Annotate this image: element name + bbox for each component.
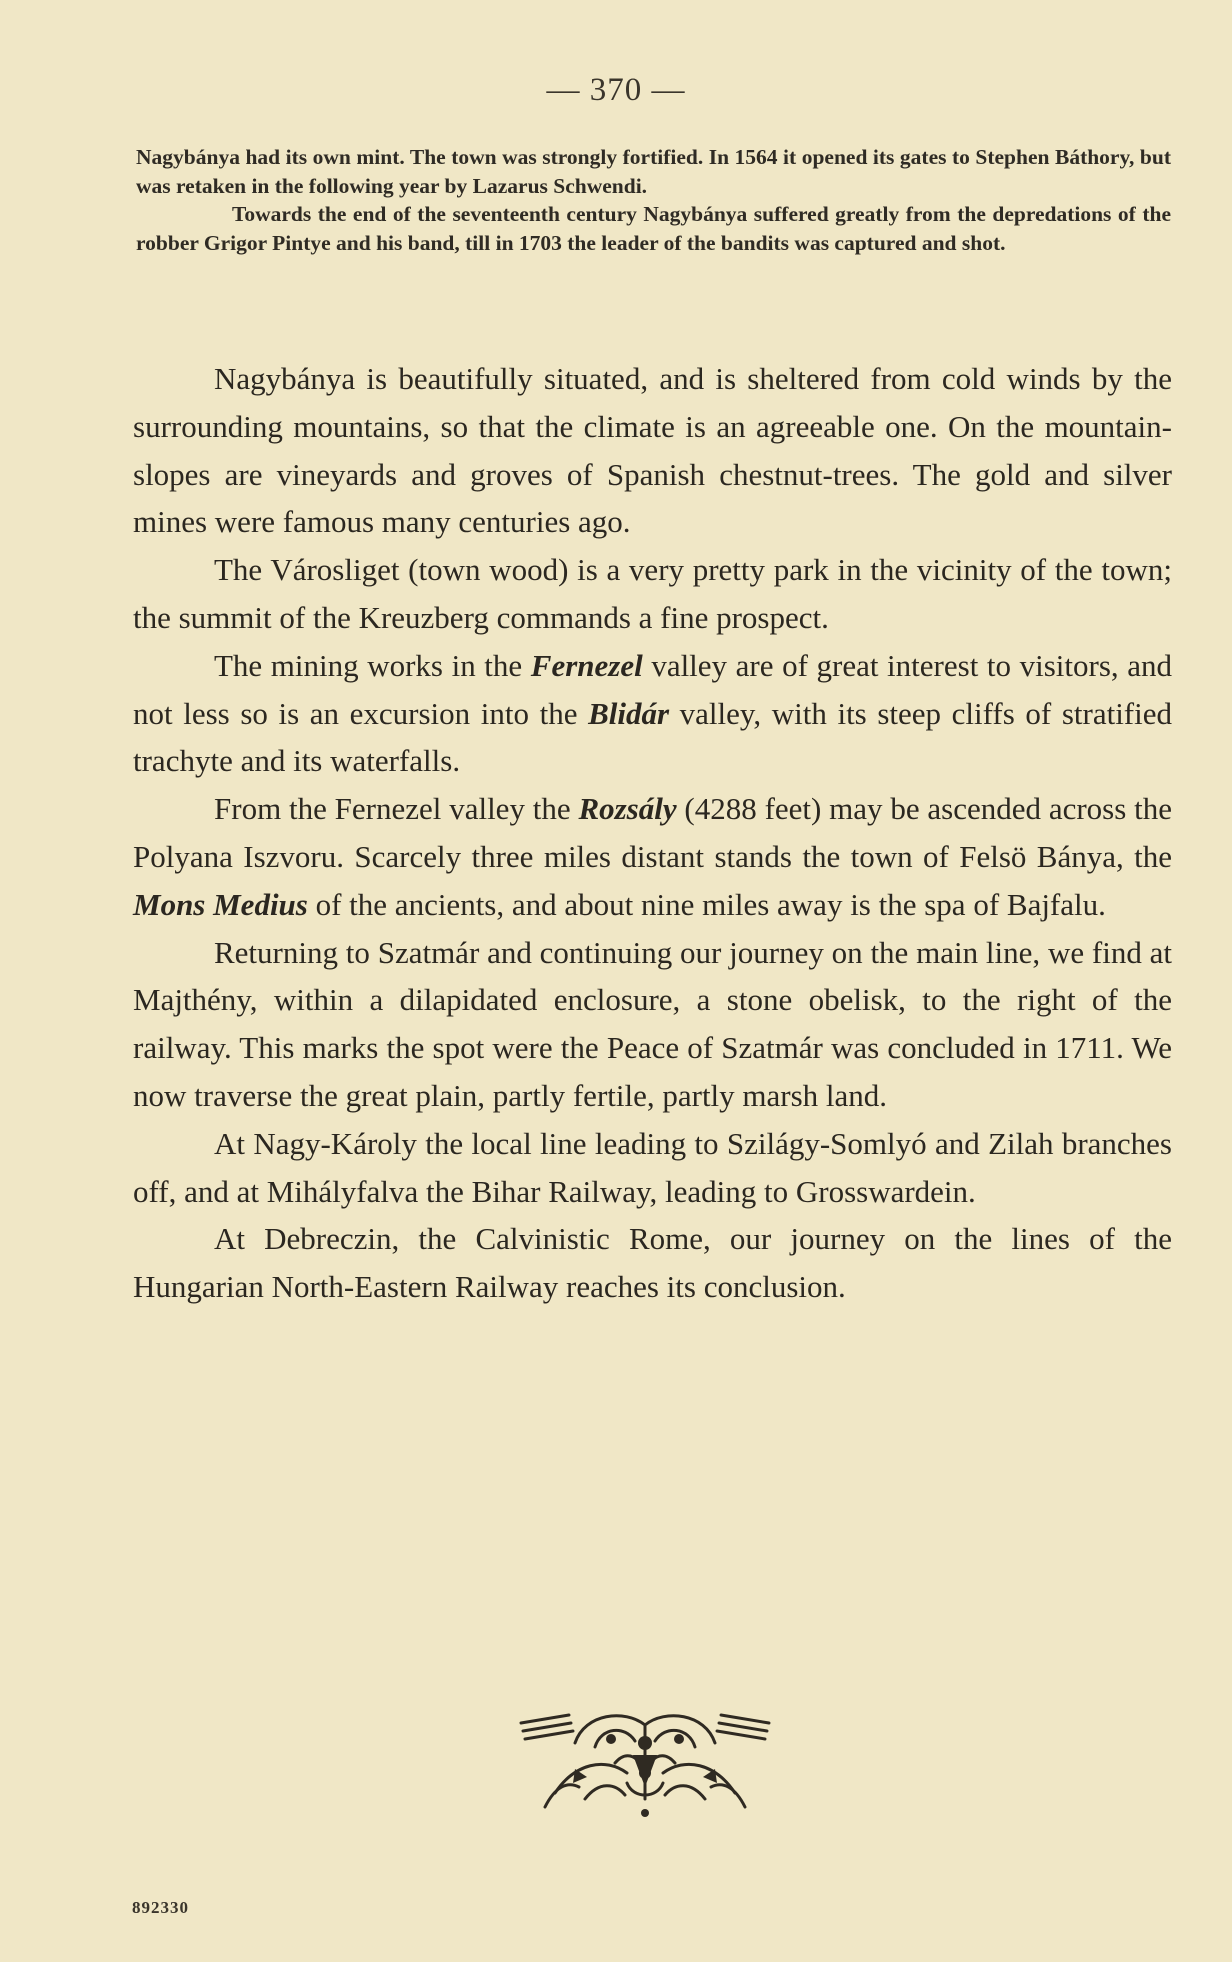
text-run: (4288 feet) may be ascended across the Polyana Iszvoru. Scarcely three miles distant stands the town of Felsö Bánya, the — [133, 791, 1172, 874]
page-number: — 370 — — [546, 72, 686, 108]
paragraph-situation: Nagybánya is beautifully situated, and is sheltered from cold winds by the surrounding mountains, so that the climate is an agreeable one. On the mountain-slopes are vineyards and groves of Spanish chestnut-trees. The gold and silver mines were famous many centuries ago. — [133, 361, 1172, 540]
small-paragraph-mint: Nagybánya had its own mint. The town was strongly fortified. In 1564 it opened its gates to Stephen Báthory, but was retaken in the following year by Lazarus Schwendi. — [136, 145, 1171, 198]
small-print-section — [136, 143, 1171, 257]
paragraph-nagy-karoly: At Nagy-Károly the local line leading to Szilágy-Somlyó and Zilah branches off, and at Mihályfalva the Bihar Railway, leading to Grosswardein. — [133, 1125, 1172, 1209]
text-run: valley, with its steep cliffs of stratified trachyte and its waterfalls. — [133, 695, 1173, 779]
italic-mons-medius: Mons Medius — [133, 886, 308, 922]
paragraph-debreczin: At Debreczin, the Calvinistic Rome, our journey on the lines of the Hungarian North-Eastern Railway reaches its conclusion. — [133, 1221, 1172, 1305]
print-code: 892330 — [132, 1898, 189, 1917]
main-text-section — [133, 355, 1172, 1311]
italic-fernezel: Fernezel — [530, 647, 643, 683]
text-run: of the ancients, and about nine miles away is the spa of Bajfalu. — [307, 886, 1106, 922]
vignette-ornament-icon — [515, 1703, 775, 1821]
italic-blidar: Blidár — [588, 695, 670, 731]
paragraph-mining-works — [133, 642, 1172, 785]
italic-rozsaly: Rozsály — [578, 791, 677, 827]
small-paragraph-pintye: Towards the end of the seventeenth century Nagybánya suffered greatly from the depredations of the robber Grigor Pintye and his band, till in 1703 the leader of the bandits was captured and shot. — [136, 202, 1171, 255]
text-run: The mining works in the — [214, 647, 531, 683]
paragraph-rozsaly — [133, 785, 1172, 928]
text-run: valley are of great interest to visitors, and not less so is an excursion into the — [133, 647, 1172, 731]
paragraph-varosliget: The Városliget (town wood) is a very pretty park in the vicinity of the town; the summit of the Kreuzberg commands a fine prospect. — [133, 552, 1172, 635]
text-run: From the Fernezel valley the — [214, 791, 579, 827]
paragraph-szatmar: Returning to Szatmár and continuing our journey on the main line, we find at Majthény, within a dilapidated enclosure, a stone obelisk, to the right of the railway. This marks the spot were the Peace of Szatmár was concluded in 1711. We now traverse the great plain, partly fertile, partly marsh land. — [133, 934, 1172, 1113]
